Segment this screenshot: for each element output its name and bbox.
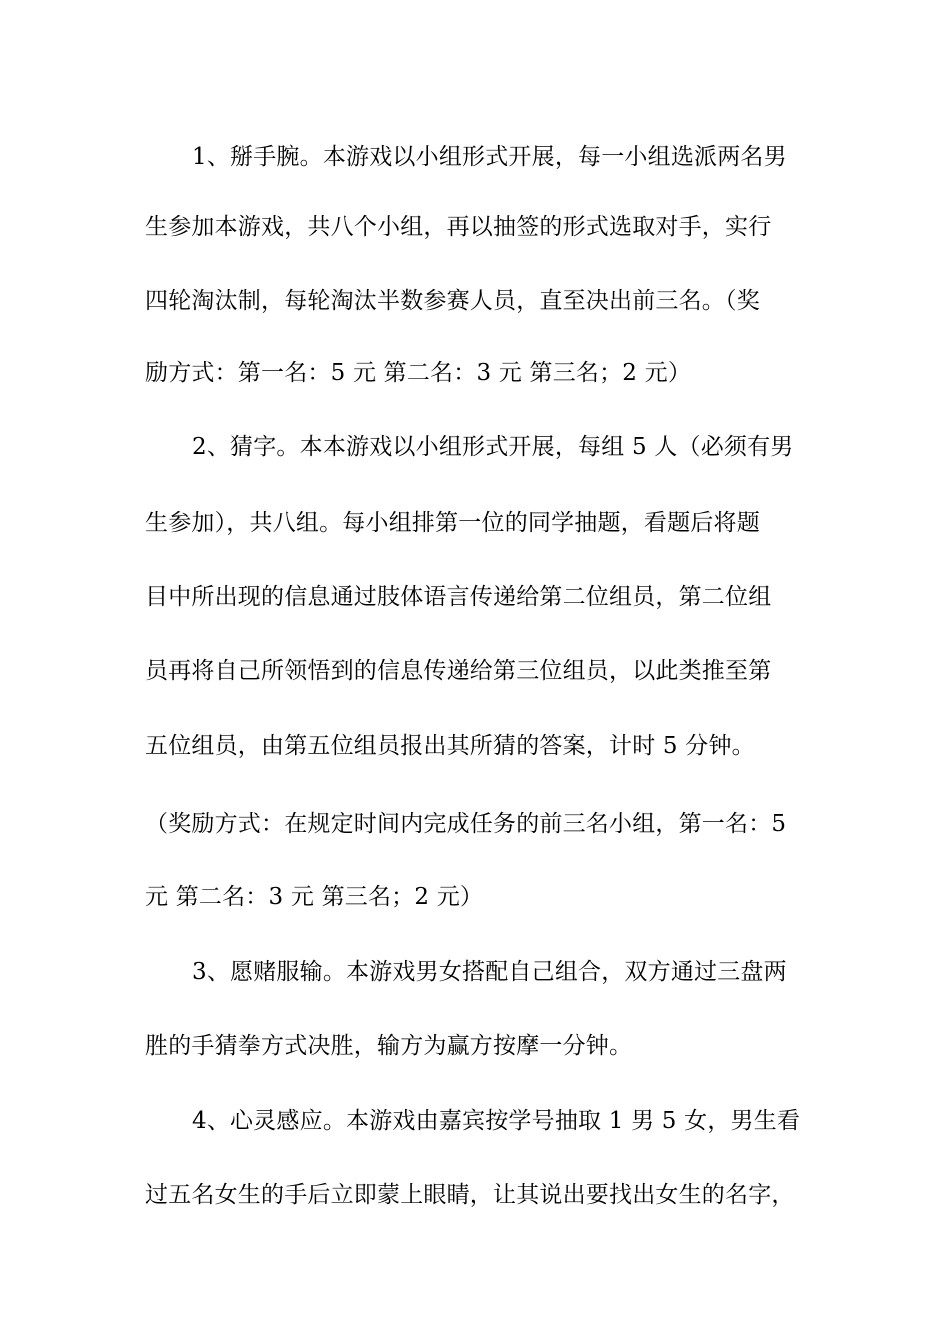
paragraph-2-line-3: 目中所出现的信息通过肢体语言传递给第二位组员，第二位组 — [145, 584, 772, 610]
paragraph-2-line-5: 五位组员，由第五位组员报出其所猜的答案，计时 5 分钟。 — [145, 733, 755, 759]
paragraph-1-line-3: 四轮淘汰制，每轮淘汰半数参赛人员，直至决出前三名。（奖 — [145, 288, 760, 314]
paragraph-3-line-1: 3、愿赌服输。本游戏男女搭配自己组合，双方通过三盘两 — [192, 959, 787, 985]
paragraph-3-line-2: 胜的手猜拳方式决胜，输方为赢方按摩一分钟。 — [145, 1033, 633, 1059]
paragraph-4-line-2: 过五名女生的手后立即蒙上眼睛，让其说出要找出女生的名字， — [145, 1182, 795, 1208]
paragraph-2-line-7: 元 第二名：3 元 第三名；2 元） — [145, 884, 484, 910]
paragraph-1-line-2: 生参加本游戏，共八个小组，再以抽签的形式选取对手，实行 — [145, 214, 772, 240]
paragraph-1-line-1: 1、掰手腕。本游戏以小组形式开展，每一小组选派两名男 — [192, 144, 787, 170]
paragraph-4-line-1: 4、心灵感应。本游戏由嘉宾按学号抽取 1 男 5 女，男生看 — [192, 1108, 801, 1134]
paragraph-2-line-6: （奖励方式：在规定时间内完成任务的前三名小组，第一名：5 — [145, 811, 787, 837]
paragraph-2-line-4: 员再将自己所领悟到的信息传递给第三位组员，以此类推至第 — [145, 658, 772, 684]
paragraph-2-line-2: 生参加），共八组。每小组排第一位的同学抽题，看题后将题 — [145, 510, 760, 536]
paragraph-2-line-1: 2、猜字。本本游戏以小组形式开展，每组 5 人（必须有男 — [192, 434, 794, 460]
paragraph-1-line-4: 励方式：第一名：5 元 第二名：3 元 第三名；2 元） — [145, 360, 692, 386]
